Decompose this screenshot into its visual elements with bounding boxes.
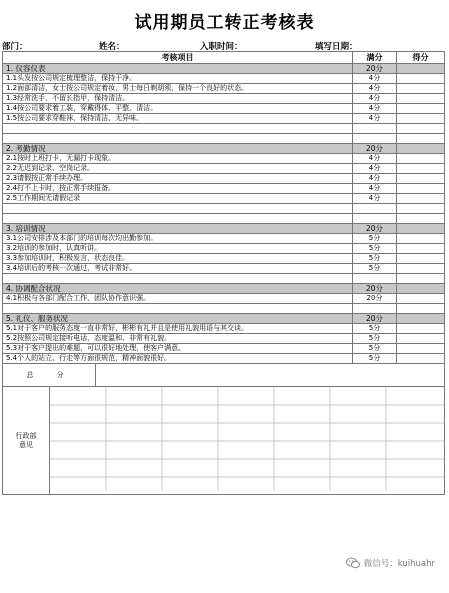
table-row (3, 114, 445, 124)
spacer-row (3, 214, 445, 224)
column-score: 得分 (397, 52, 445, 64)
section-header (3, 314, 445, 324)
wechat-icon (346, 557, 360, 569)
table-row (3, 264, 445, 274)
table-row (3, 334, 445, 344)
item-full-score: 20分 (353, 294, 397, 304)
item-full-score: 4分 (353, 174, 397, 184)
item-full-score: 5分 (353, 344, 397, 354)
section-header (3, 64, 445, 74)
table-row (3, 244, 445, 254)
column-item: 考核项目 (3, 52, 353, 64)
table-row (3, 194, 445, 204)
item-text: 2.3请假按正常手续办理。 (3, 174, 353, 184)
opinion-row (3, 387, 445, 495)
item-score-cell[interactable] (397, 334, 445, 344)
table-row (3, 104, 445, 114)
item-text: 2.2无迟到记录、空岗记录。 (3, 164, 353, 174)
item-score-cell[interactable] (397, 264, 445, 274)
dept-label: 部门： (2, 42, 28, 52)
opinion-label-line1: 行政部 (15, 431, 37, 440)
section-score-cell[interactable] (397, 314, 445, 324)
total-row (3, 364, 445, 387)
item-text: 4.1积极与各部门配合工作，团队协作意识强。 (3, 294, 353, 304)
item-full-score: 4分 (353, 84, 397, 94)
item-score-cell[interactable] (397, 94, 445, 104)
item-text: 5.4个人的站立、行走等方面很规范，精神面貌很好。 (3, 354, 353, 364)
item-text: 1.1头发按公司规定梳理整洁，保持干净。 (3, 74, 353, 84)
column-header-row (3, 52, 445, 64)
item-text: 1.4按公司要求着工装，穿戴得体、平整、清洁。 (3, 104, 353, 114)
item-full-score: 5分 (353, 264, 397, 274)
spacer-row (3, 274, 445, 284)
item-text: 3.4培训后的考核一次通过，考试非常好。 (3, 264, 353, 274)
item-score-cell[interactable] (397, 234, 445, 244)
table-row (3, 174, 445, 184)
item-score-cell[interactable] (397, 324, 445, 334)
item-full-score: 4分 (353, 154, 397, 164)
item-full-score: 4分 (353, 104, 397, 114)
assessment-table (2, 51, 445, 495)
section-title: 4. 协调配合状况 (3, 284, 353, 294)
section-total: 20分 (353, 284, 397, 294)
section-total: 20分 (353, 314, 397, 324)
opinion-label (3, 387, 50, 494)
item-full-score: 5分 (353, 324, 397, 334)
section-score-cell[interactable] (397, 144, 445, 154)
item-score-cell[interactable] (397, 244, 445, 254)
watermark (346, 557, 435, 569)
item-score-cell[interactable] (397, 254, 445, 264)
item-score-cell[interactable] (397, 344, 445, 354)
item-score-cell[interactable] (397, 114, 445, 124)
section-header (3, 144, 445, 154)
opinion-label-line2: 意见 (19, 440, 33, 449)
item-text: 3.3参加培训时，积极发言，状态良佳。 (3, 254, 353, 264)
item-text: 5.1对于客户的服务态度一直非常好，彬彬有礼并且是使用礼貌用语与其交谈。 (3, 324, 353, 334)
watermark-text: 微信号：kuihuahr (363, 559, 435, 569)
item-score-cell[interactable] (397, 104, 445, 114)
item-full-score: 4分 (353, 94, 397, 104)
column-full-score: 满分 (353, 52, 397, 64)
name-label: 姓名： (99, 42, 125, 52)
opinion-gridlines (50, 387, 444, 491)
item-text: 5.2按照公司规定接听电话，态度温和、非常有礼貌。 (3, 334, 353, 344)
item-score-cell[interactable] (397, 84, 445, 94)
total-label: 总 分 (3, 364, 96, 386)
table-row (3, 74, 445, 84)
table-row (3, 234, 445, 244)
opinion-input-cell[interactable] (50, 387, 445, 494)
section-title: 2. 考勤情况 (3, 144, 353, 154)
item-text: 1.2面部清洁，女士按公司规定着妆，男士每日剃胡须，保持一个良好的状态。 (3, 84, 353, 94)
section-score-cell[interactable] (397, 64, 445, 74)
table-row (3, 184, 445, 194)
item-score-cell[interactable] (397, 174, 445, 184)
section-title: 3. 培训情况 (3, 224, 353, 234)
section-title: 1. 仪容仪表 (3, 64, 353, 74)
spacer-row (3, 124, 445, 134)
spacer-row (3, 134, 445, 144)
table-row (3, 324, 445, 334)
item-score-cell[interactable] (397, 184, 445, 194)
section-score-cell[interactable] (397, 224, 445, 234)
table-row (3, 294, 445, 304)
form-title: 试用期员工转正考核表 (134, 13, 315, 33)
section-header (3, 224, 445, 234)
item-full-score: 4分 (353, 184, 397, 194)
table-row (3, 94, 445, 104)
item-score-cell[interactable] (397, 294, 445, 304)
section-header (3, 284, 445, 294)
item-text: 5.3对于客户提出的难题，可以很好地处理，使客户满意。 (3, 344, 353, 354)
item-score-cell[interactable] (397, 194, 445, 204)
item-full-score: 5分 (353, 254, 397, 264)
item-text: 2.5工作期间无请假记录 (3, 194, 353, 204)
item-full-score: 4分 (353, 114, 397, 124)
fill-date-label: 填写日期： (315, 42, 358, 52)
item-text: 3.1公司安排涉及本部门的培训每次均出勤参加。 (3, 234, 353, 244)
section-score-cell[interactable] (397, 284, 445, 294)
item-full-score: 5分 (353, 354, 397, 364)
item-full-score: 4分 (353, 74, 397, 84)
section-total: 20分 (353, 224, 397, 234)
item-score-cell[interactable] (397, 154, 445, 164)
section-title: 5. 礼仪、服务状况 (3, 314, 353, 324)
table-row (3, 154, 445, 164)
item-text: 2.1按时上班打卡，无漏打卡现象。 (3, 154, 353, 164)
section-total: 20分 (353, 144, 397, 154)
item-full-score: 5分 (353, 234, 397, 244)
item-text: 1.3经常洗手，不留长指甲，保持清洁。 (3, 94, 353, 104)
item-score-cell[interactable] (397, 74, 445, 84)
table-row (3, 84, 445, 94)
item-score-cell[interactable] (397, 164, 445, 174)
total-value-cell[interactable] (96, 364, 445, 386)
item-full-score: 4分 (353, 194, 397, 204)
join-date-label: 入职时间： (200, 42, 243, 52)
spacer-row (3, 204, 445, 214)
item-score-cell[interactable] (397, 354, 445, 364)
table-row (3, 344, 445, 354)
table-row (3, 164, 445, 174)
table-row (3, 354, 445, 364)
item-text: 2.4打不上卡时，按正常手续报备。 (3, 184, 353, 194)
item-full-score: 4分 (353, 164, 397, 174)
item-text: 3.2培训的参加时，认真听讲。 (3, 244, 353, 254)
table-row (3, 254, 445, 264)
section-total: 20分 (353, 64, 397, 74)
item-full-score: 5分 (353, 334, 397, 344)
item-text: 1.5按公司要求穿鞋袜，保持清洁，无异味。 (3, 114, 353, 124)
spacer-row (3, 304, 445, 314)
item-full-score: 5分 (353, 244, 397, 254)
